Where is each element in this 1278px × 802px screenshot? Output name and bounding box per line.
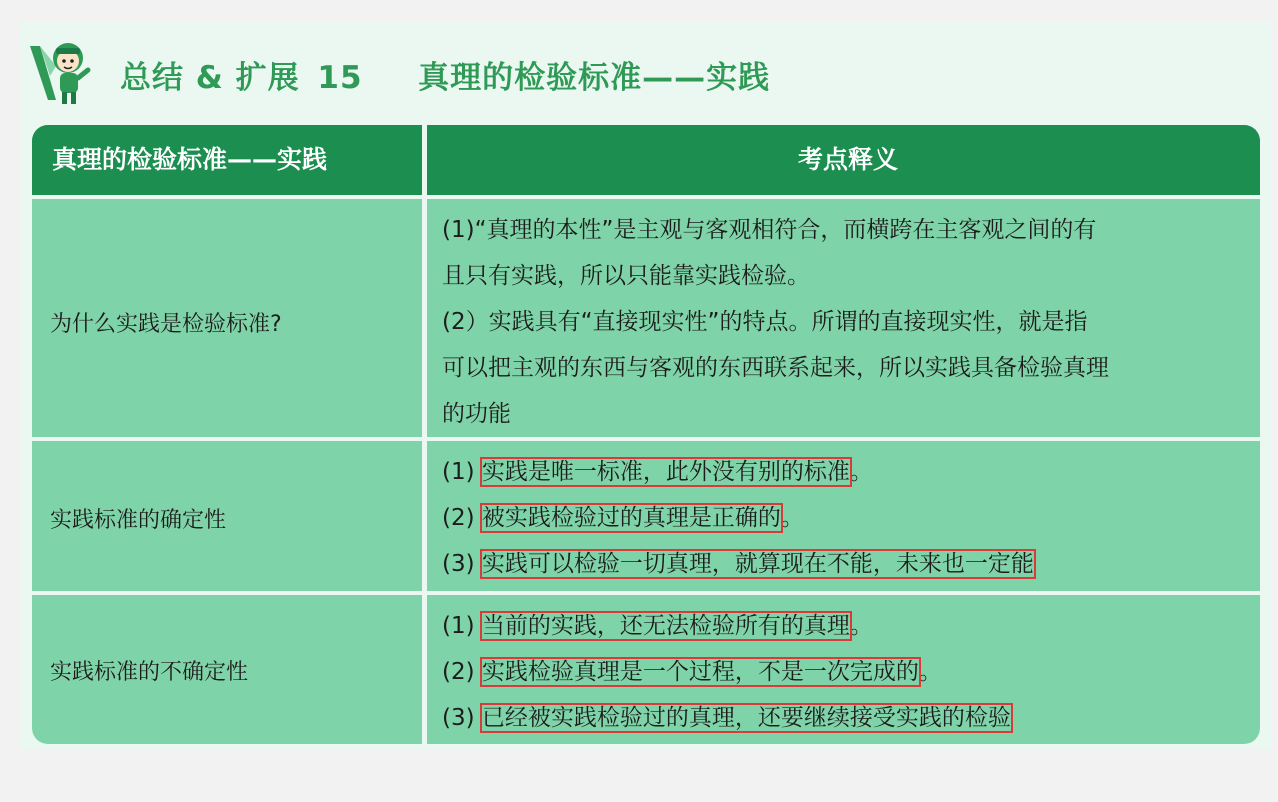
mascot-icon bbox=[26, 36, 96, 108]
item-number: (1) bbox=[442, 613, 475, 639]
row-divider bbox=[32, 195, 1260, 199]
item-number: (2) bbox=[442, 659, 475, 685]
list-item bbox=[442, 603, 1250, 649]
list-item bbox=[442, 649, 1250, 695]
textbook-page bbox=[20, 22, 1272, 750]
title-prefix: 总结 & 扩展 bbox=[120, 60, 300, 96]
explanation-line: (2）实践具有“直接现实性”的特点。所谓的直接现实性，就是指 bbox=[442, 309, 1088, 335]
table-header-row bbox=[32, 125, 1260, 195]
row-explanation bbox=[442, 207, 1250, 437]
summary-table bbox=[32, 125, 1260, 744]
title-topic: 真理的检验标准——实践 bbox=[418, 60, 771, 96]
item-number: (3) bbox=[442, 705, 475, 731]
column-divider bbox=[422, 125, 427, 744]
highlighted-text: 当前的实践，还无法检验所有的真理 bbox=[481, 613, 850, 639]
section-header bbox=[20, 34, 1272, 114]
row-explanation bbox=[442, 603, 1250, 741]
row-label: 为什么实践是检验标准? bbox=[50, 312, 282, 337]
row-explanation bbox=[442, 449, 1250, 587]
item-number: (1) bbox=[442, 459, 475, 485]
explanation-line: 的功能 bbox=[442, 401, 511, 427]
item-end: 。 bbox=[849, 459, 873, 485]
column-header-topic: 真理的检验标准——实践 bbox=[52, 145, 328, 174]
item-end: 。 bbox=[780, 505, 804, 531]
highlighted-text: 已经被实践检验过的真理，还要继续接受实践的检验 bbox=[481, 705, 1011, 731]
row-divider bbox=[32, 437, 1260, 441]
column-header-explanation: 考点释义 bbox=[797, 145, 898, 174]
list-item bbox=[442, 695, 1250, 741]
highlighted-text: 实践是唯一标准，此外没有别的标准 bbox=[481, 459, 850, 485]
row-label: 实践标准的确定性 bbox=[50, 508, 227, 533]
page-title bbox=[120, 52, 770, 97]
list-item bbox=[442, 449, 1250, 495]
highlighted-text: 实践可以检验一切真理，就算现在不能，未来也一定能 bbox=[481, 551, 1034, 577]
list-item bbox=[442, 495, 1250, 541]
list-item bbox=[442, 541, 1250, 587]
highlighted-text: 被实践检验过的真理是正确的 bbox=[481, 505, 781, 531]
explanation-line: (1)“真理的本性”是主观与客观相符合，而横跨在主客观之间的有 bbox=[442, 217, 1097, 243]
row-label: 实践标准的不确定性 bbox=[50, 660, 249, 685]
item-number: (2) bbox=[442, 505, 475, 531]
row-divider bbox=[32, 591, 1260, 595]
item-end: 。 bbox=[918, 659, 942, 685]
explanation-line: 且只有实践，所以只能靠实践检验。 bbox=[442, 263, 810, 289]
item-number: (3) bbox=[442, 551, 475, 577]
highlighted-text: 实践检验真理是一个过程，不是一次完成的 bbox=[481, 659, 919, 685]
item-end: 。 bbox=[849, 613, 873, 639]
explanation-line: 可以把主观的东西与客观的东西联系起来，所以实践具备检验真理 bbox=[442, 355, 1109, 381]
title-number: 15 bbox=[317, 60, 363, 96]
